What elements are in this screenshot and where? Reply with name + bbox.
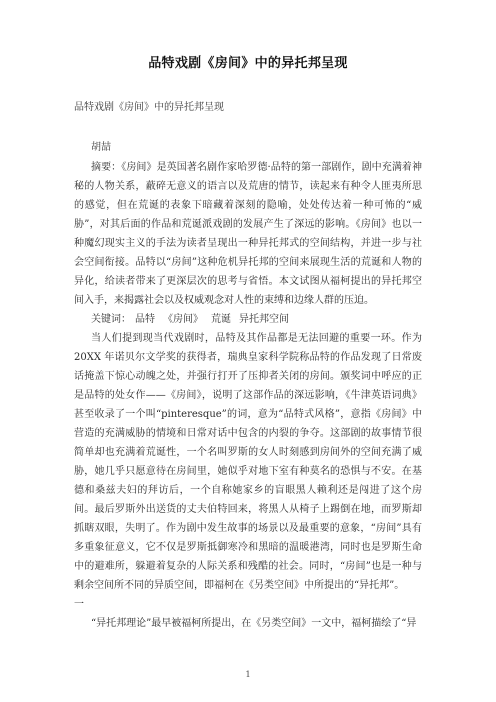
document-subtitle: 品特戏剧《房间》中的异托邦呈现	[74, 102, 224, 113]
page-number: 1	[245, 670, 251, 679]
abstract-paragraph: 摘要：《房间》是英国著名剧作家哈罗德·品特的第一部剧作，剧中充满着神秘的人物关系，蔽碎无意义的语言以及荒唐的情节，读起来有种令人匪夷所思的感觉，但在荒诞的表象下暗藏着深刻的隐喻，处处传达着一种可怖的“威胁”，对其后面的作品和荒诞派戏剧的发展产生了深远的影响。《房间》也以一种魔幻现实主义的手法为读者呈现出一种异托邦式的空间结构，并进一步与社会空间衔接。品特以“房间”这种危机异托邦的空间来展现生活的荒诞和人物的异化，给读者带来了更深层次的思考与省悟。本文试图从福柯提出的异托邦空间入手，来揭露社会以及权威观念对人性的束缚和边缘人群的压迫。	[74, 162, 422, 306]
keyword: 荒诞	[211, 314, 231, 325]
keyword: 品特	[135, 314, 155, 325]
keywords-label: 关键词：	[91, 314, 131, 325]
keyword: 异托邦空间	[239, 314, 289, 325]
author-name: 胡喆	[91, 142, 111, 153]
body-paragraph: 当人们提到现当代戏剧时，品特及其作品都是无法回避的重要一环。作为20XX 年诺贝尔文学奖的获得者，瑞典皇家科学院称品特的作品发现了日常废话掩盖下惊心动魄之处，并强行打开了压抑者关闭的房间。颁奖词中呼应的正是品特的处女作——《房间》，说明了这部作品的深远影响，《牛津英语词典》甚至收录了一个叫“pinteresque”的词，意为“品特式风格”，意指《房间》中营造的充满威胁的情境和日常对话中包含的内裂的争夺。这部剧的故事情节很简单却也充满着荒诞性，一个名叫罗斯的女人时刻感到房间外的空间充满了威胁，她几乎只愿意待在房间里，她似乎对地下室有种莫名的恐惧与不安。在基德和桑兹夫妇的拜访后，一个自称她家乡的盲眼黑人赖利还是闯进了这个房间。最后罗斯外出送货的丈夫伯特回来，将黑人从椅子上踢倒在地，而罗斯却抓瞎双眼，失明了。作为剧中发生故事的场景以及最重要的意象，“房间”具有多重象征意义，它不仅是罗斯抵御寒冷和黑暗的温暖港湾，同时也是罗斯生命中的避难所，躲避着复杂的人际关系和残酷的社会。同时，“房间”也是一种与剩余空间所不同的异质空间，即福柯在《另类空间》中所提出的“异托邦”。	[74, 333, 422, 591]
document-title: 品特戏剧《房间》中的异托邦呈现	[148, 56, 348, 71]
section-marker: 一	[74, 599, 84, 610]
body-paragraph: “异托邦理论”最早被福柯所提出，在《另类空间》一文中，福柯描绘了“异	[91, 618, 417, 629]
keywords-line	[74, 310, 422, 329]
keyword: 《房间》	[163, 314, 203, 325]
body-text	[74, 158, 422, 633]
